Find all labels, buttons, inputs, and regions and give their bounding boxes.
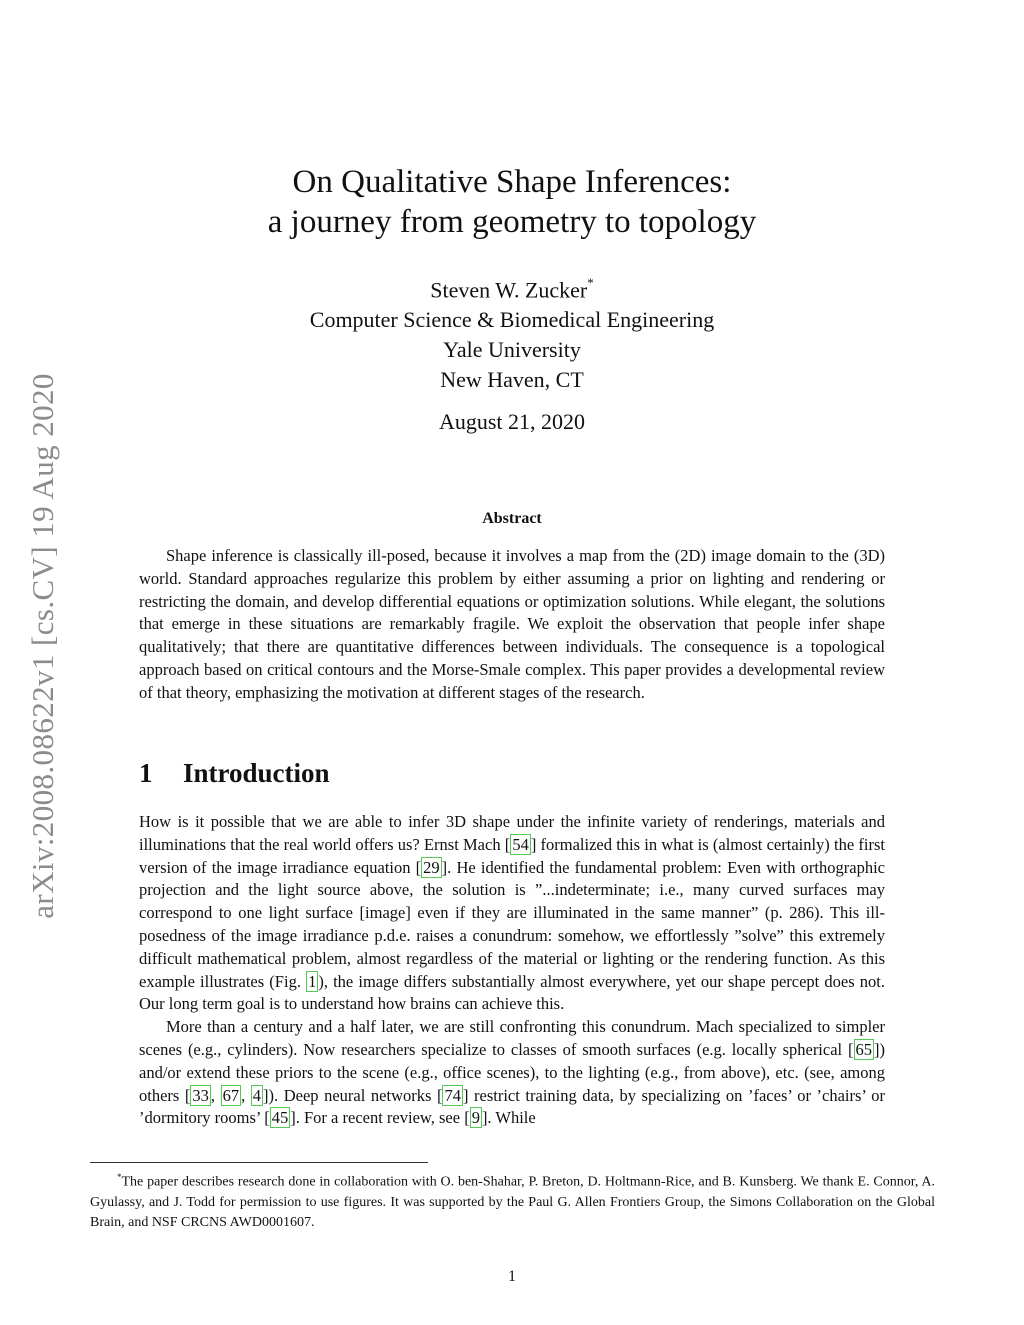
title-line-2: a journey from geometry to topology xyxy=(267,204,757,240)
page-number: 1 xyxy=(508,1268,516,1285)
citation-link[interactable]: 67 xyxy=(222,1085,240,1105)
footnote-marker[interactable]: * xyxy=(587,275,594,290)
citation-link[interactable]: 4 xyxy=(252,1085,262,1105)
footnote-text: The paper describes research done in collaboration with O. ben-Shahar, P. Breton, D. Holtmann-Rice, and B. Kunsberg. We thank E. Connor, A. Gyulassy, and J. Todd for permission to use figures. It was supported by the Paul G. Allen Frontiers Group, the Simons Collaboration on the Global Brain, and NSF CRCNS AWD0001607. xyxy=(90,1174,935,1230)
citation-link[interactable]: 33 xyxy=(192,1085,209,1105)
arxiv-identifier-text: arXiv:2008.08622v1 [cs.CV] 19 Aug 2020 xyxy=(25,373,61,919)
affiliation-department: Computer Science & Biomedical Engineering xyxy=(309,307,715,333)
section-title: Introduction xyxy=(183,758,330,788)
footnote-mark: * xyxy=(117,1172,122,1182)
paragraph-2: More than a century and a half later, we are still confronting this conundrum. Mach specialized to simpler scenes (e.g., cylinders). Now researchers specialize to classes of smooth surfaces (e.g. locally spherical [ 65 ]) and/or extend these priors to the scene (e.g., office scenes), to the lighting (e.g., from above), etc. (see, among others [ 33 , 67 , 4 ]). Deep neural networks [ 74 ] restrict training data, by specializing on ’faces’ or ’chairs’ or ’dormitory rooms’ [ 45 ]. For a recent review, see [ 9 ]. While xyxy=(139,1017,886,1128)
footnote-divider xyxy=(90,1162,428,1163)
citation-link[interactable]: 54 xyxy=(512,834,529,854)
title-line-1: On Qualitative Shape Inferences: xyxy=(292,164,732,200)
paragraph-1: How is it possible that we are able to infer 3D shape under the infinite variety of renderings, materials and illuminations that the real world offers us? Ernst Mach [ 54 ] formalized this in what is (almost certainly) the first version of the image irradiance equation [ 29 ]. He identified the fundamental problem: Even with orthographic projection and the light source above, the solution is ”...indeterminate; i.e., many curved surfaces may correspond to one light surface [image] even if they are illuminated in the same manner” (p. 286). This ill-posedness of the image irradiance p.d.e. raises a conundrum: somehow, we effortlessly ”solve” this extremely difficult mathematical problem, almost regardless of the material or lighting or the rendering function. As this example illustrates (Fig. 1 ), the image differs substantially almost everywhere, yet our shape percept does not. Our long term goal is to understand how brains can achieve this. xyxy=(139,812,885,1014)
citation-link[interactable]: 45 xyxy=(271,1108,289,1128)
figure-link[interactable]: 1 xyxy=(308,971,317,991)
abstract-text: Shape inference is classically ill-posed, because it involves a map from the (2D) image domain to the (3D) world. Standard approaches regularize this problem by either assuming a prior on lighting and rendering or restricting the domain, and develop differential equations or optimization solutions. While elegant, the solutions that emerge in these situations are remarkably fragile. We exploit the observation that people infer shape qualitatively; that there are quantitative differences between individuals. The consequence is a topological approach based on critical contours and the Morse-Smale complex. This paper provides a developmental review of that theory, emphasizing the motivation at different stages of the research. xyxy=(139,546,885,702)
title-block xyxy=(0,162,1024,242)
citation-link[interactable]: 74 xyxy=(444,1085,461,1105)
paper-title xyxy=(0,162,1024,242)
affiliation-university: Yale University xyxy=(443,337,581,363)
abstract-heading: Abstract xyxy=(482,510,542,527)
arxiv-identifier xyxy=(8,348,78,944)
footnote xyxy=(90,1167,935,1233)
citation-link[interactable]: 9 xyxy=(471,1108,480,1128)
section-number: 1 xyxy=(139,758,153,788)
citation-link[interactable]: 29 xyxy=(423,857,440,877)
paper-date: August 21, 2020 xyxy=(438,409,586,434)
affiliation-city: New Haven, CT xyxy=(440,367,584,393)
author-name: Steven W. Zucker xyxy=(430,277,588,303)
section-body xyxy=(139,811,885,1130)
author-name-line xyxy=(0,270,1024,305)
author-block xyxy=(0,270,1024,395)
section-heading xyxy=(139,758,330,789)
citation-link[interactable]: 65 xyxy=(855,1039,872,1059)
